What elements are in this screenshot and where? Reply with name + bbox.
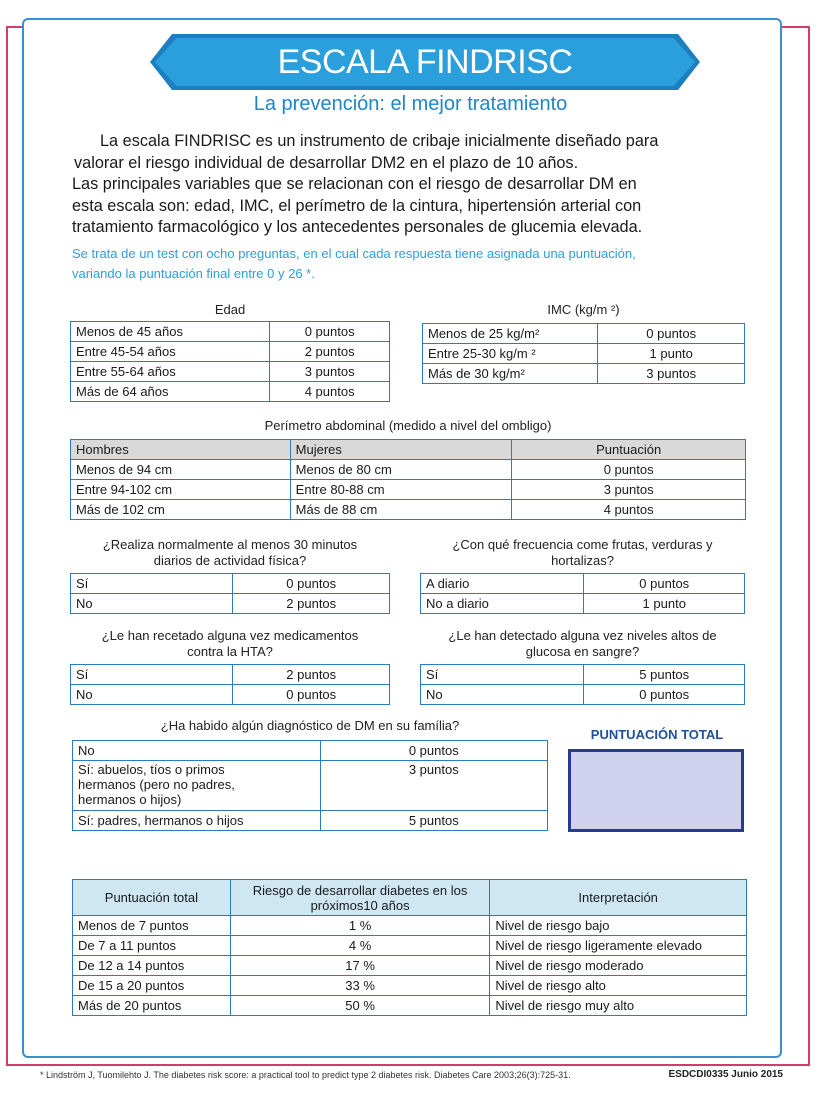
cell: 17 % (230, 956, 490, 976)
document-code: ESDCDI0335 Junio 2015 (668, 1069, 783, 1080)
cell: 4 puntos (512, 500, 746, 520)
column-header: Puntuación (512, 440, 746, 460)
imc-points: 0 puntos (598, 324, 745, 344)
hta-caption (70, 628, 390, 660)
table-row (421, 685, 745, 705)
cell: Entre 80-88 cm (290, 480, 512, 500)
answer: No (421, 685, 584, 705)
caption-line: ¿Con qué frecuencia come frutas, verduras y (452, 537, 713, 552)
points: 2 puntos (233, 594, 390, 614)
table-header-row (71, 440, 746, 460)
cell: 33 % (230, 976, 490, 996)
caption-line: hortalizas? (551, 553, 614, 568)
table-row (71, 685, 390, 705)
edad-label: Entre 55-64 años (71, 362, 270, 382)
riesgo-table (72, 879, 747, 1016)
table-row (71, 594, 390, 614)
table-row (71, 322, 390, 342)
table-row (421, 574, 745, 594)
caption-line: ¿Realiza normalmente al menos 30 minutos (102, 537, 358, 552)
imc-table (422, 323, 745, 384)
table-row (423, 324, 745, 344)
column-header: Hombres (71, 440, 291, 460)
imc-label: Entre 25-30 kg/m ² (423, 344, 598, 364)
cell: Nivel de riesgo bajo (490, 916, 747, 936)
perimetro-table (70, 439, 746, 520)
cell: Nivel de riesgo moderado (490, 956, 747, 976)
column-header: Interpretación (490, 880, 747, 916)
footnote: * Lindström J, Tuomilehto J. The diabetes risk score: a practical tool to predict type 2 diabetes risk. Diabetes Care 2003;26(3):725-31. (40, 1070, 571, 1080)
table-row (423, 364, 745, 384)
cell: Más de 20 puntos (73, 996, 231, 1016)
intro-line: Las principales variables que se relacionan con el riesgo de desarrollar DM en (72, 175, 637, 193)
total-label: PUNTUACIÓN TOTAL (590, 727, 724, 742)
answer: Sí (71, 574, 233, 594)
points: 5 puntos (584, 665, 745, 685)
caption-line: glucosa en sangre? (525, 644, 640, 659)
imc-label: Menos de 25 kg/m² (423, 324, 598, 344)
frutas-table (420, 573, 745, 614)
answer: No (73, 741, 321, 761)
page-subtitle: La prevención: el mejor tratamiento (253, 93, 568, 115)
edad-caption: Edad (214, 302, 246, 317)
table-row (71, 460, 746, 480)
column-header: Puntuación total (73, 880, 231, 916)
answer: No a diario (421, 594, 584, 614)
imc-points: 3 puntos (598, 364, 745, 384)
cell: Entre 94-102 cm (71, 480, 291, 500)
table-row (73, 811, 548, 831)
answer: No (71, 685, 233, 705)
table-row (71, 574, 390, 594)
column-header: Mujeres (290, 440, 512, 460)
cell: Más de 102 cm (71, 500, 291, 520)
column-header: Riesgo de desarrollar diabetes en los próximos10 años (230, 880, 490, 916)
test-note (72, 244, 722, 284)
cell: Nivel de riesgo ligeramente elevado (490, 936, 747, 956)
table-row (71, 362, 390, 382)
cell: De 7 a 11 puntos (73, 936, 231, 956)
table-header-row (73, 880, 747, 916)
edad-points: 4 puntos (270, 382, 390, 402)
page-title: ESCALA FINDRISC (277, 42, 573, 81)
answer: Sí (71, 665, 233, 685)
cell: 0 puntos (512, 460, 746, 480)
cell: Menos de 7 puntos (73, 916, 231, 936)
table-row (73, 761, 548, 811)
cell: Nivel de riesgo muy alto (490, 996, 747, 1016)
perimetro-caption: Perímetro abdominal (medido a nivel del ombligo) (264, 418, 552, 433)
points: 0 puntos (584, 685, 745, 705)
note-line: Se trata de un test con ocho preguntas, en el cual cada respuesta tiene asignada una puntuación, (72, 246, 636, 261)
intro-line: La escala FINDRISC es un instrumento de cribaje inicialmente diseñado para (100, 132, 659, 150)
familia-caption: ¿Ha habido algún diagnóstico de DM en su família? (160, 718, 460, 733)
hta-table (70, 664, 390, 705)
caption-line: contra la HTA? (187, 644, 273, 659)
table-row (71, 342, 390, 362)
glucosa-caption (420, 628, 745, 660)
table-row (71, 500, 746, 520)
imc-caption: IMC (kg/m ²) (547, 302, 620, 317)
edad-points: 0 puntos (270, 322, 390, 342)
familia-table (72, 740, 548, 831)
cell: Más de 88 cm (290, 500, 512, 520)
cell: 3 puntos (512, 480, 746, 500)
table-row (73, 976, 747, 996)
intro-text (72, 131, 712, 239)
total-score-box[interactable] (568, 749, 744, 832)
cell: De 15 a 20 puntos (73, 976, 231, 996)
points: 5 puntos (320, 811, 547, 831)
actividad-table (70, 573, 390, 614)
points: 0 puntos (584, 574, 745, 594)
cell: Nivel de riesgo alto (490, 976, 747, 996)
table-row (73, 956, 747, 976)
points: 0 puntos (233, 685, 390, 705)
glucosa-table (420, 664, 745, 705)
points: 3 puntos (320, 761, 547, 811)
edad-points: 2 puntos (270, 342, 390, 362)
actividad-caption (70, 537, 390, 569)
note-line: variando la puntuación final entre 0 y 26 *. (72, 266, 315, 281)
table-row (71, 665, 390, 685)
caption-line: ¿Le han recetado alguna vez medicamentos (101, 628, 359, 643)
table-row (421, 665, 745, 685)
answer: Sí: padres, hermanos o hijos (73, 811, 321, 831)
cell: 4 % (230, 936, 490, 956)
cell: 1 % (230, 916, 490, 936)
imc-points: 1 punto (598, 344, 745, 364)
edad-table (70, 321, 390, 402)
intro-line: valorar el riesgo individual de desarrollar DM2 en el plazo de 10 años. (74, 153, 579, 172)
edad-points: 3 puntos (270, 362, 390, 382)
answer: No (71, 594, 233, 614)
table-row (73, 996, 747, 1016)
answer: Sí: abuelos, tíos o primos hermanos (pero no padres, hermanos o hijos) (73, 761, 321, 811)
table-row (71, 480, 746, 500)
answer: A diario (421, 574, 584, 594)
cell: 50 % (230, 996, 490, 1016)
table-row (73, 741, 548, 761)
table-row (71, 382, 390, 402)
intro-line: tratamiento farmacológico y los antecedentes personales de glucemia elevada. (72, 218, 643, 236)
edad-label: Más de 64 años (71, 382, 270, 402)
points: 1 punto (584, 594, 745, 614)
intro-line: esta escala son: edad, IMC, el perímetro de la cintura, hipertensión arterial con (72, 196, 642, 215)
points: 0 puntos (233, 574, 390, 594)
points: 0 puntos (320, 741, 547, 761)
edad-label: Entre 45-54 años (71, 342, 270, 362)
cell: Menos de 94 cm (71, 460, 291, 480)
imc-label: Más de 30 kg/m² (423, 364, 598, 384)
caption-line: diarios de actividad física? (153, 553, 307, 568)
answer: Sí (421, 665, 584, 685)
table-row (73, 936, 747, 956)
frutas-caption (420, 537, 745, 569)
points: 2 puntos (233, 665, 390, 685)
cell: Menos de 80 cm (290, 460, 512, 480)
edad-label: Menos de 45 años (71, 322, 270, 342)
table-row (421, 594, 745, 614)
table-row (73, 916, 747, 936)
table-row (423, 344, 745, 364)
cell: De 12 a 14 puntos (73, 956, 231, 976)
caption-line: ¿Le han detectado alguna vez niveles altos de (448, 628, 717, 643)
